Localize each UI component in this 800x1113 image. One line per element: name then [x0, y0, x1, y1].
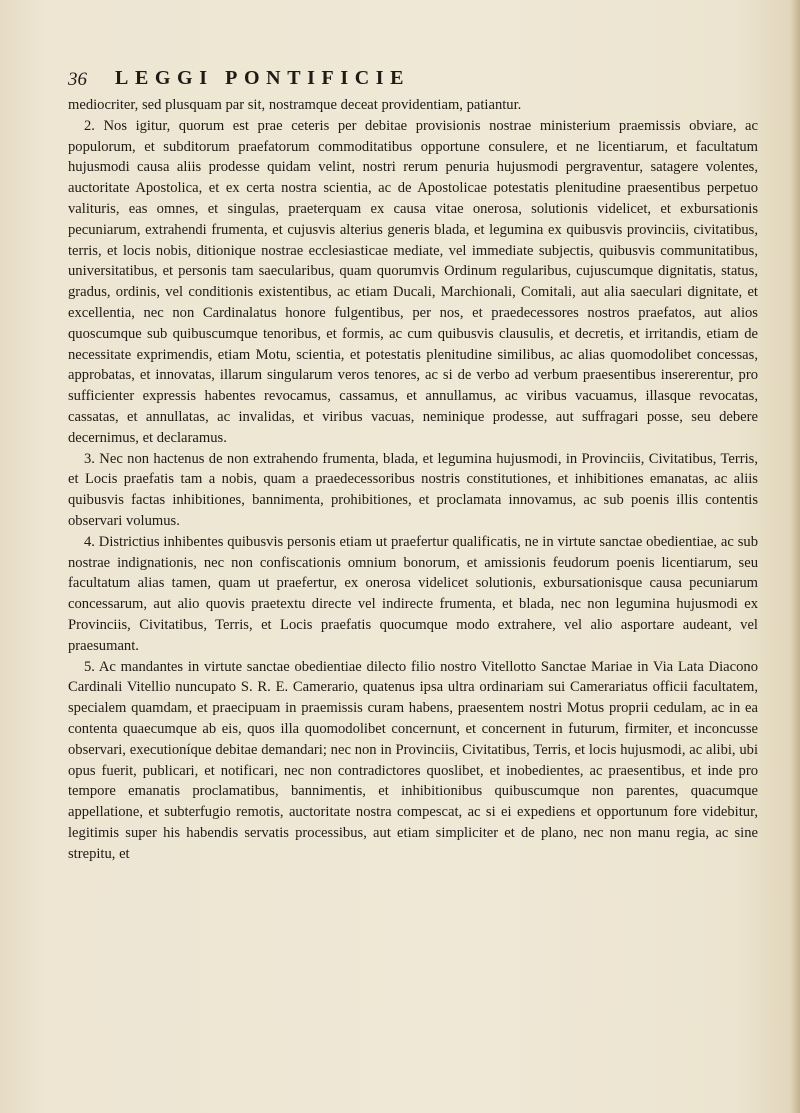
paragraph-5: 5. Ac mandantes in virtute sanctae obedientiae dilecto filio nostro Vitellotto Sanctae Mariae in Via Lata Diacono Cardinali Vitellio nuncupato S. R. E. Camerario, quatenus ipsa ultra ordinariam sui Camerariatus officii facultatem, specialem quamdam, et praecipuam in praemissis curam habens, praesentem nostri Motus proprii cedulam, ac in ea contenta quaecumque ab eis, quos illa quomodolibet concernunt, et concernent in futurum, firmiter, et inconcusse observari, executioníque debitae demandari; nec non in Provinciis, Civitatibus, Terris, et locis hujusmodi, ac alibi, ubi opus fuerit, publicari, et notificari, nec non contradictores quoslibet, et inobedientes, ac praesentibus, et inde pro tempore emanatis proclamatibus, bannimentis, et inhibitionibus quibuscumque non parentes, quacumque appellatione, et subterfugio remotis, auctoritate nostra compescat, ac si ei expediens et opportunum fore videbitur, legitimis super his habendis servatis processibus, aut etiam simpliciter et de plano, nec non manu regia, ac sine strepitu, et — [68, 658, 758, 862]
running-title: LEGGI PONTIFICIE — [115, 67, 411, 89]
body-text — [68, 95, 758, 864]
paragraph-3: 3. Nec non hactenus de non extrahendo frumenta, blada, et legumina hujusmodi, in Provinciis, Civitatibus, Terris, et Locis praefatis tam a nobis, quam a praedecessoribus nostris constitutiones, et inhibitiones emanatas, ac aliis quibusvis factas inhibitiones, bannimenta, prohibitiones, et proclamata innovamus, ac sub poenis illis contentis observari volumus. — [68, 450, 758, 529]
paragraph-4: 4. Districtius inhibentes quibusvis personis etiam ut praefertur qualificatis, ne in virtute sanctae obedientiae, ac sub nostrae indignationis, nec non confiscationis omnium bonorum, et amissionis feudorum poenis licentiarum, seu facultatum alias tamen, quam ut praefertur, ex onerosa videlicet solutionis, exbursationisque causa pecuniarum concessarum, aut alio quovis praetextu directe vel indirecte frumenta, et blada, nec non legumina hujusmodi ex Provinciis, Civitatibus, Terris, et Locis praefatis quocumque modo extrahere, vel alio asportare audeant, vel praesumant. — [68, 533, 758, 654]
page-number: 36 — [68, 69, 87, 90]
running-header — [68, 67, 758, 93]
page-edge-shadow — [790, 0, 800, 1113]
paragraph-2: 2. Nos igitur, quorum est prae ceteris per debitae provisionis nostrae ministerium praemissis obviare, ac populorum, et subditorum praefatorum commoditatibus opportune consulere, et ne licentiarum, et facultatum hujusmodi causa aliis prodesse quidam velint, nostri rerum penuria hujusmodi pergraventur, satagere volentes, auctoritate Apostolica, et ex certa nostra scientia, ac de Apostolicae potestatis plenitudine praesentibus perpetuo valituris, eas omnes, et singulas, praeterquam ex causa vitae onerosa, solutionis videlicet, et exbursationis pecuniarum, extrahendi frumenta, et cujusvis alterius generis blada, et legumina ex quibusvis provinciis, civitatibus, terris, et locis nobis, ditionique nostrae ecclesiasticae mediate, vel immediate subjectis, quibusvis communitatibus, universitatibus, et personis tam saecularibus, quam quorumvis Ordinum regularibus, cujuscumque dignitatis, status, gradus, ordinis, vel conditionis existentibus, ac etiam Ducali, Marchionali, Comitali, aut alia saeculari dignitate, et excellentia, nec non Cardinalatus honore fulgentibus, per nos, et praedecessores nostros praefatos, aut alios quoscumque sub quibuscumque tenoribus, et formis, ac cum quibusvis clausulis, et decretis, et irritandis, etiam de necessitate exprimendis, etiam Motu, scientia, et potestatis plenitudine similibus, ac alias quomodolibet concessas, approbatas, et innovatas, illarum singularum veros tenores, ac si de verbo ad verbum praesentibus insererentur, pro sufficienter expressis habentes revocamus, cassamus, et annullamus, ac viribus vacuamus, illasque revocatas, cassatas, et annullatas, ac invalidas, et viribus vacuas, neminique prodesse, aut suffragari posse, seu debere decernimus, et declaramus. — [68, 117, 758, 446]
paragraph-continuation: mediocriter, sed plusquam par sit, nostramque deceat providentiam, patiantur. — [68, 97, 522, 113]
